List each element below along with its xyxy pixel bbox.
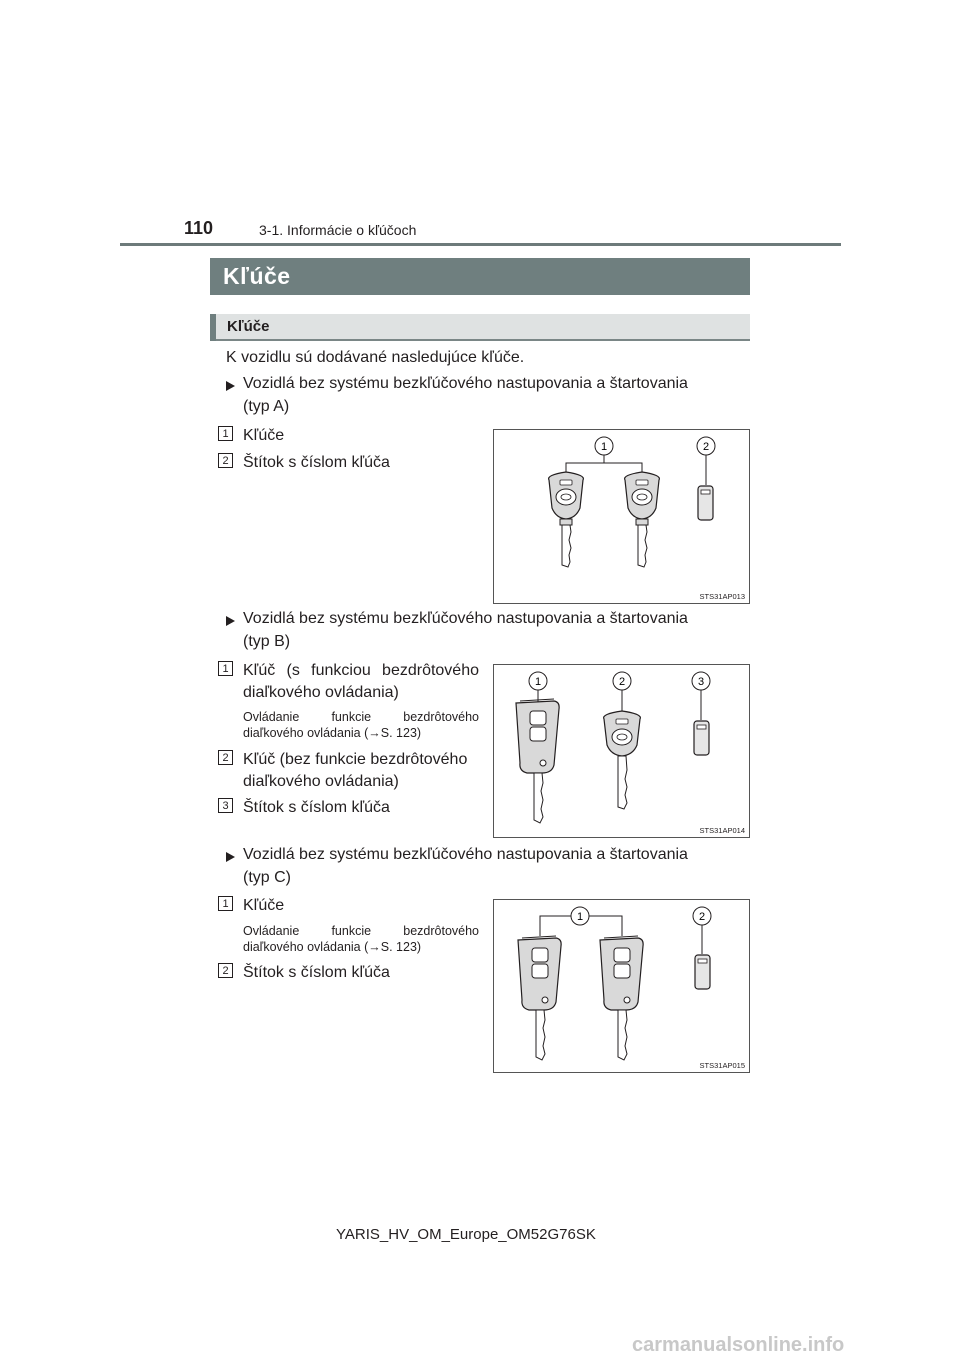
key-icon xyxy=(549,472,584,567)
figure-type-a xyxy=(493,429,750,604)
bullet-arrow-icon xyxy=(226,613,235,631)
page-title-banner xyxy=(210,258,750,295)
document-id: YARIS_HV_OM_Europe_OM52G76SK xyxy=(336,1226,596,1243)
watermark: carmanualsonline.info xyxy=(632,1334,845,1356)
type-a-heading: Vozidlá bez systému bezkľúčového nastupovania a štartovania xyxy=(243,375,688,392)
key-number-tag-icon xyxy=(698,486,713,520)
callout-1: 1 xyxy=(600,441,608,453)
type-a-heading-2: (typ A) xyxy=(243,398,290,415)
item-number-badge: 1 xyxy=(218,661,233,676)
item-number-badge: 2 xyxy=(218,963,233,978)
type-b-note-line-2: diaľkového ovládania (→S. 123) xyxy=(243,726,422,740)
remote-key-icon xyxy=(516,699,559,823)
callout-2: 2 xyxy=(698,911,706,923)
type-c-item-1: Kľúče xyxy=(243,897,285,914)
subsection-bar xyxy=(210,314,216,341)
type-b-heading: Vozidlá bez systému bezkľúčového nastupovania a štartovania xyxy=(243,610,688,627)
type-c-note-line-2: diaľkového ovládania (→S. 123) xyxy=(243,940,422,954)
type-a-item-1: Kľúče xyxy=(243,427,285,444)
figure-code: STS31AP013 xyxy=(699,592,745,601)
type-b-heading-2: (typ B) xyxy=(243,633,291,650)
key-number-tag-icon xyxy=(694,721,709,755)
key-number-tag-icon xyxy=(695,955,710,989)
item-number-badge: 1 xyxy=(218,426,233,441)
header-divider xyxy=(120,243,841,246)
type-c-note-line-1: Ovládanie funkcie bezdrôtového xyxy=(243,924,479,938)
page-number: 110 xyxy=(184,218,214,238)
callout-1: 1 xyxy=(576,911,584,923)
item-number-badge: 3 xyxy=(218,798,233,813)
keys-illustration-type-a xyxy=(494,430,751,605)
callout-3: 3 xyxy=(697,676,705,688)
type-c-item-2: Štítok s číslom kľúča xyxy=(243,964,390,981)
type-b-item-1-line-1: Kľúč (s funkciou bezdrôtového xyxy=(243,662,479,679)
item-number-badge: 1 xyxy=(218,896,233,911)
key-icon xyxy=(625,472,660,567)
callout-2: 2 xyxy=(618,676,626,688)
section-title: 3-1. Informácie o kľúčoch xyxy=(259,222,417,238)
figure-code: STS31AP015 xyxy=(699,1061,745,1070)
keys-illustration-type-c xyxy=(494,900,751,1074)
item-number-badge: 2 xyxy=(218,750,233,765)
type-c-heading-2: (typ C) xyxy=(243,869,291,886)
keys-illustration-type-b xyxy=(494,665,751,839)
type-b-item-2-line-1: Kľúč (bez funkcie bezdrôtového xyxy=(243,751,468,768)
type-c-heading: Vozidlá bez systému bezkľúčového nastupovania a štartovania xyxy=(243,846,688,863)
intro-text: K vozidlu sú dodávané nasledujúce kľúče. xyxy=(226,349,525,366)
callout-1: 1 xyxy=(534,676,542,688)
callout-2: 2 xyxy=(702,441,710,453)
key-icon xyxy=(604,711,641,809)
item-number-badge: 2 xyxy=(218,453,233,468)
figure-code: STS31AP014 xyxy=(699,826,745,835)
type-a-item-2: Štítok s číslom kľúča xyxy=(243,454,390,471)
type-b-item-3: Štítok s číslom kľúča xyxy=(243,799,390,816)
subsection-title: Kľúče xyxy=(227,318,270,335)
type-b-item-1-line-2: diaľkového ovládania) xyxy=(243,684,399,701)
figure-type-c xyxy=(493,899,750,1073)
type-b-item-2-line-2: diaľkového ovládania) xyxy=(243,773,399,790)
page-title: Kľúče xyxy=(223,263,291,289)
subsection-banner xyxy=(210,314,750,341)
bullet-arrow-icon xyxy=(226,378,235,396)
figure-type-b xyxy=(493,664,750,838)
bullet-arrow-icon xyxy=(226,849,235,867)
remote-key-icon xyxy=(518,936,561,1060)
remote-key-icon xyxy=(600,936,643,1060)
type-b-note-line-1: Ovládanie funkcie bezdrôtového xyxy=(243,710,479,724)
